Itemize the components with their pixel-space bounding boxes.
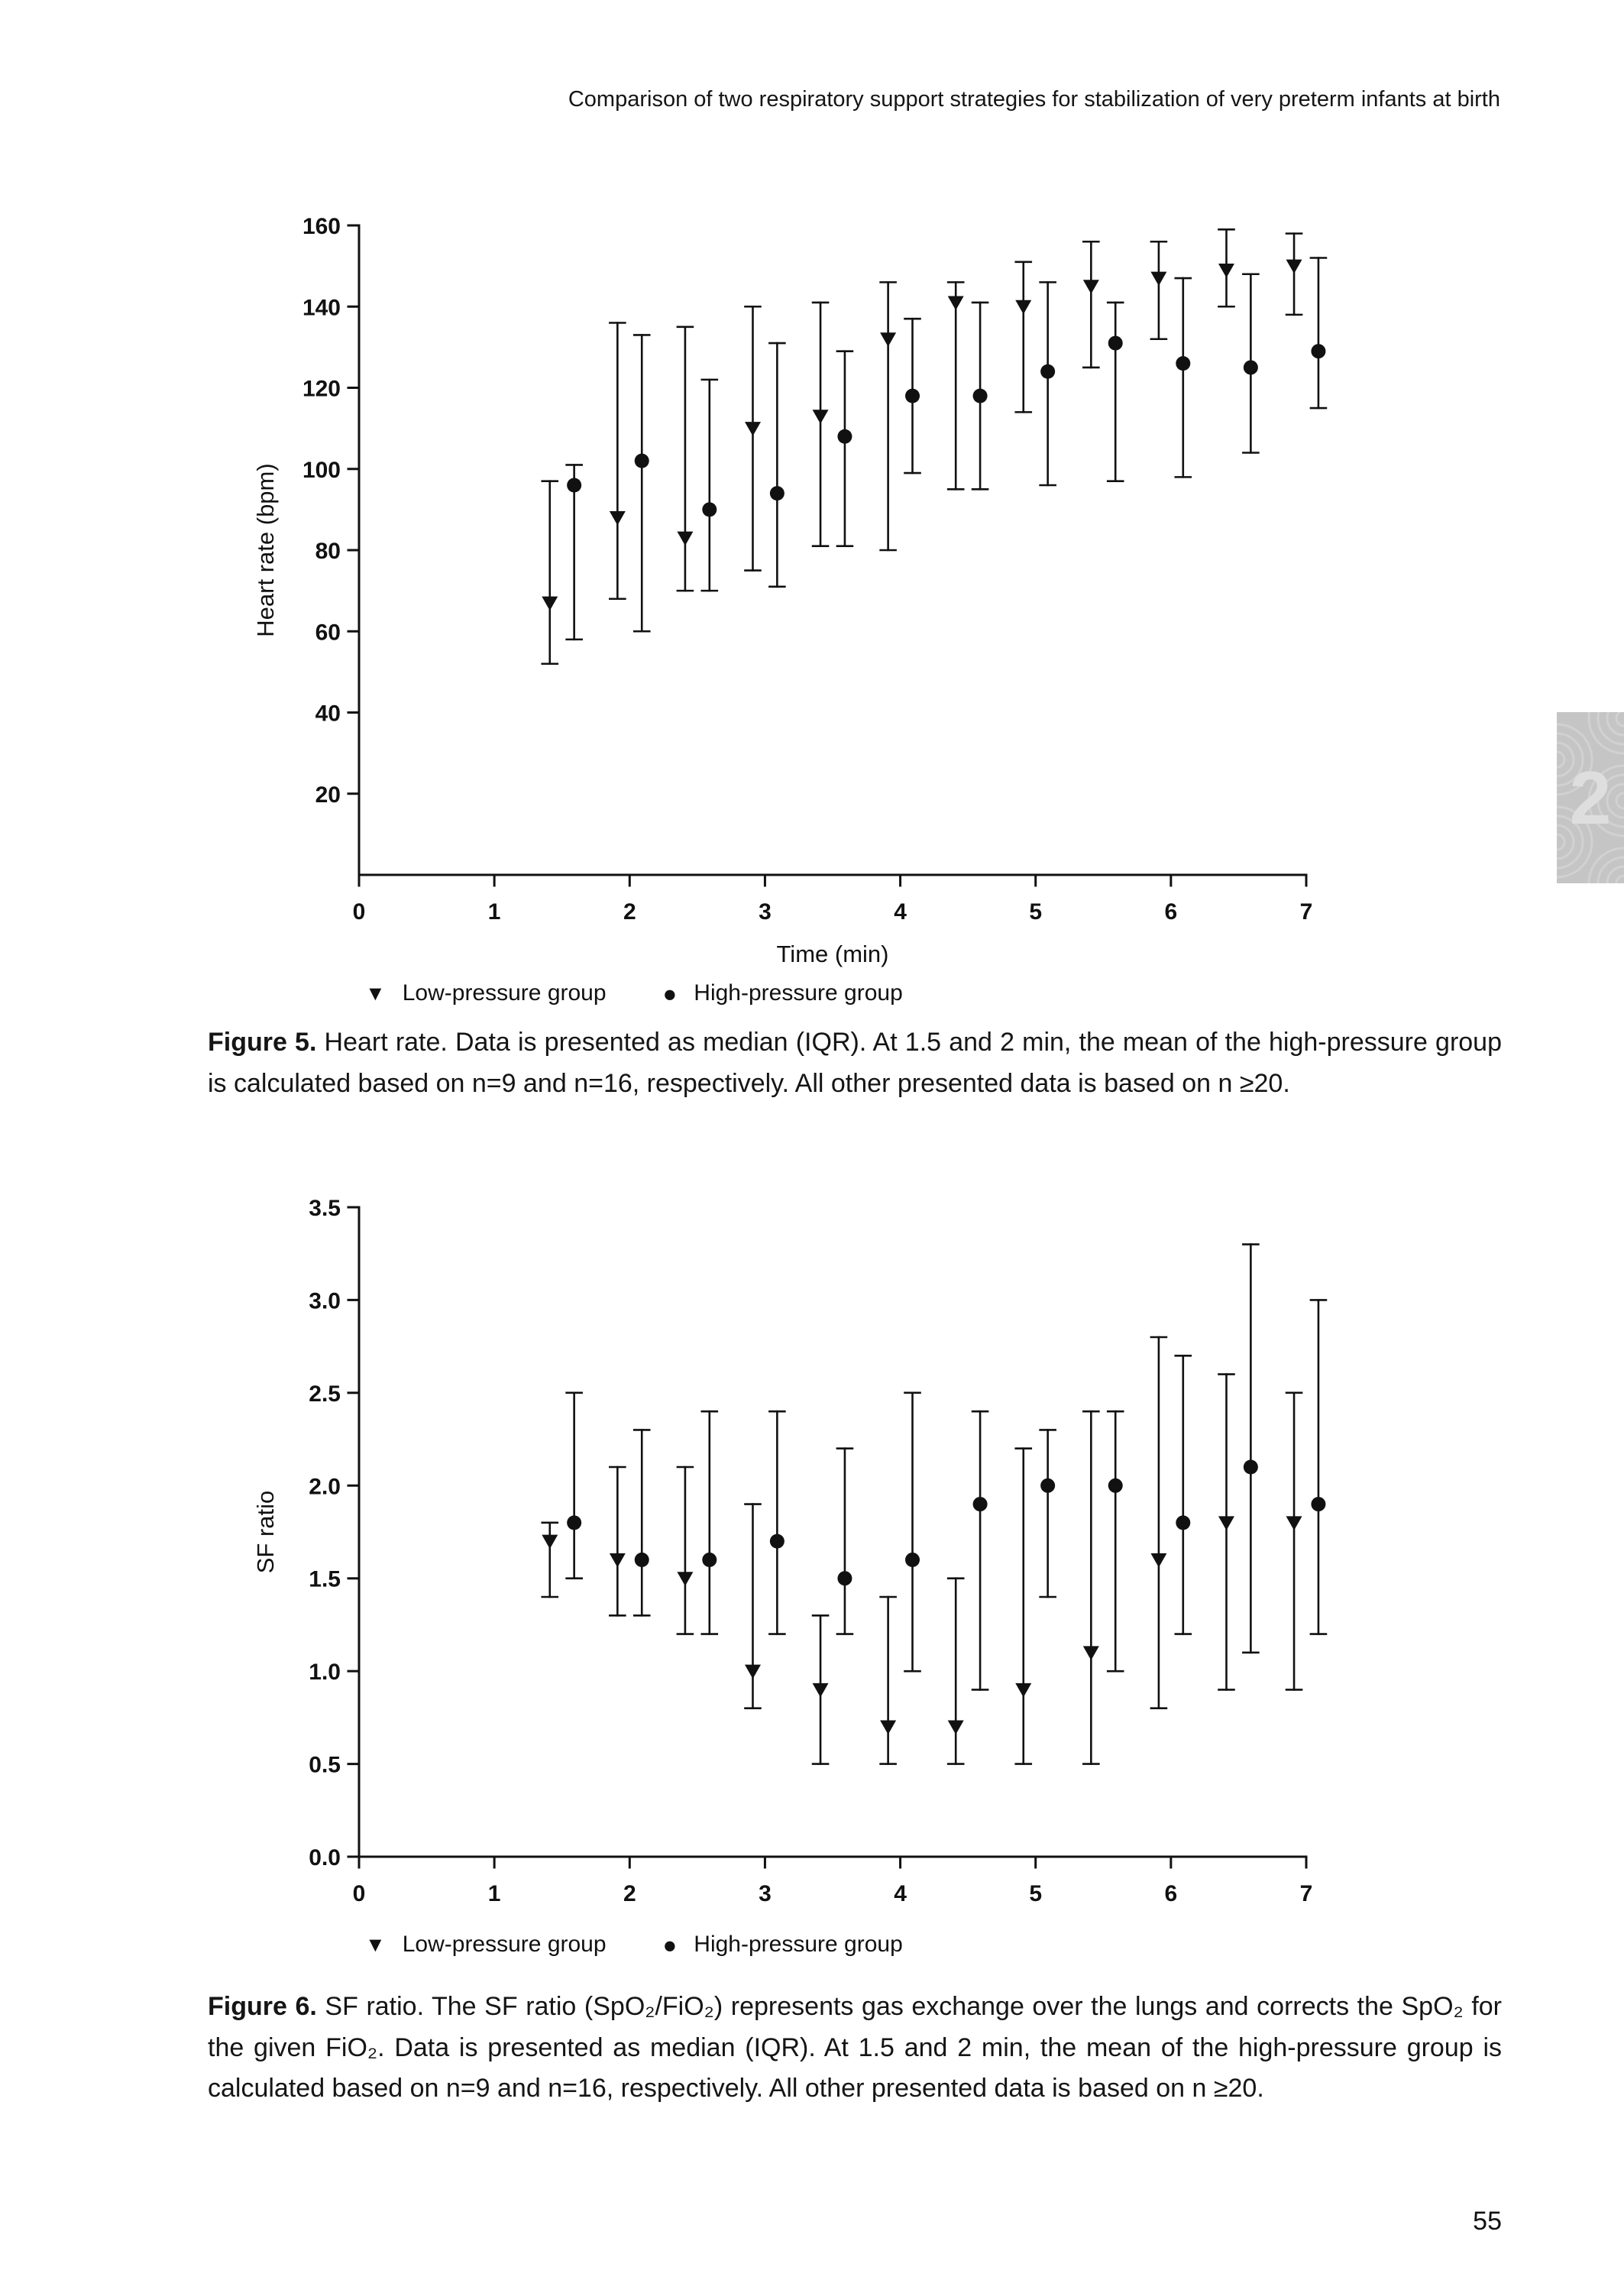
svg-text:6: 6	[1164, 1881, 1178, 1906]
svg-text:3: 3	[759, 1881, 772, 1906]
svg-text:1.0: 1.0	[309, 1660, 341, 1686]
circle-marker-icon: ●	[662, 1931, 678, 1958]
legend-item-low-pressure	[365, 980, 607, 1006]
svg-text:140: 140	[302, 295, 341, 321]
chapter-number: 2	[1569, 756, 1612, 840]
svg-text:Heart rate (bpm): Heart rate (bpm)	[252, 463, 279, 637]
figure6-caption-text: SF ratio. The SF ratio (SpO₂/FiO₂) represents gas exchange over the lungs and corrects the SpO₂ for the given FiO₂. Data is presented as median (IQR). At 1.5 and 2 min, the mean of the high-pressure group is calculated based on n=9 and n=16, respectively. All other presented data is based on n ≥20.	[208, 1992, 1502, 2104]
svg-text:40: 40	[315, 701, 341, 727]
svg-text:5: 5	[1029, 899, 1043, 925]
svg-text:0: 0	[352, 899, 366, 925]
svg-text:120: 120	[302, 376, 341, 402]
svg-text:1: 1	[487, 1881, 501, 1906]
figure5-caption-label: Figure 5.	[208, 1028, 317, 1057]
svg-text:60: 60	[315, 620, 341, 646]
svg-text:0: 0	[352, 1881, 366, 1906]
svg-text:1: 1	[487, 899, 501, 925]
legend-label-high-pressure: High-pressure group	[694, 980, 903, 1006]
figure6-legend	[365, 1932, 903, 1958]
svg-text:4: 4	[894, 1881, 907, 1906]
figure6-caption	[208, 1987, 1502, 2110]
svg-text:SF ratio: SF ratio	[252, 1490, 279, 1574]
svg-text:5: 5	[1029, 1881, 1043, 1906]
legend-label-low-pressure: Low-pressure group	[402, 1932, 607, 1957]
page-number: 55	[1473, 2207, 1502, 2236]
triangle-down-marker-icon: ▼	[365, 981, 386, 1005]
svg-text:3.0: 3.0	[309, 1288, 341, 1314]
svg-text:4: 4	[894, 899, 907, 925]
svg-text:2.5: 2.5	[309, 1381, 341, 1407]
chapter-tab	[1557, 712, 1624, 883]
svg-text:7: 7	[1299, 1881, 1313, 1906]
svg-text:7: 7	[1299, 899, 1313, 925]
svg-text:Time (min): Time (min)	[776, 941, 889, 967]
svg-text:20: 20	[315, 782, 341, 808]
legend-item-high-pressure	[663, 980, 903, 1006]
figure5-caption	[208, 1022, 1502, 1104]
svg-text:1.5: 1.5	[309, 1566, 341, 1592]
figure6-sf-ratio-chart-block	[229, 1177, 1344, 1971]
figure5-heart-rate-chart-block	[229, 195, 1344, 989]
svg-text:100: 100	[302, 457, 341, 483]
svg-text:3.5: 3.5	[309, 1196, 341, 1221]
sf-ratio-chart	[229, 1177, 1344, 1971]
svg-text:2: 2	[623, 1881, 636, 1906]
svg-text:2: 2	[623, 899, 636, 925]
circle-marker-icon: ●	[662, 980, 678, 1007]
legend-label-low-pressure: Low-pressure group	[402, 980, 607, 1006]
svg-text:0.5: 0.5	[309, 1752, 341, 1778]
legend-item-low-pressure	[365, 1932, 607, 1958]
svg-text:3: 3	[759, 899, 772, 925]
svg-text:80: 80	[315, 539, 341, 564]
svg-text:160: 160	[302, 214, 341, 239]
legend-item-high-pressure	[663, 1932, 903, 1958]
triangle-down-marker-icon: ▼	[365, 1932, 386, 1956]
legend-label-high-pressure: High-pressure group	[694, 1932, 903, 1957]
svg-text:6: 6	[1164, 899, 1178, 925]
svg-text:2.0: 2.0	[309, 1474, 341, 1500]
heart-rate-chart	[229, 195, 1344, 989]
figure5-caption-text: Heart rate. Data is presented as median (IQR). At 1.5 and 2 min, the mean of the high-pressure group is calculated based on n=9 and n=16, respectively. All other presented data is based on n ≥20.	[208, 1028, 1502, 1098]
figure6-caption-label: Figure 6.	[208, 1992, 317, 2021]
running-head: Comparison of two respiratory support strategies for stabilization of very preterm infants at birth	[568, 87, 1500, 112]
figure5-legend	[365, 980, 903, 1006]
svg-text:0.0: 0.0	[309, 1845, 341, 1870]
